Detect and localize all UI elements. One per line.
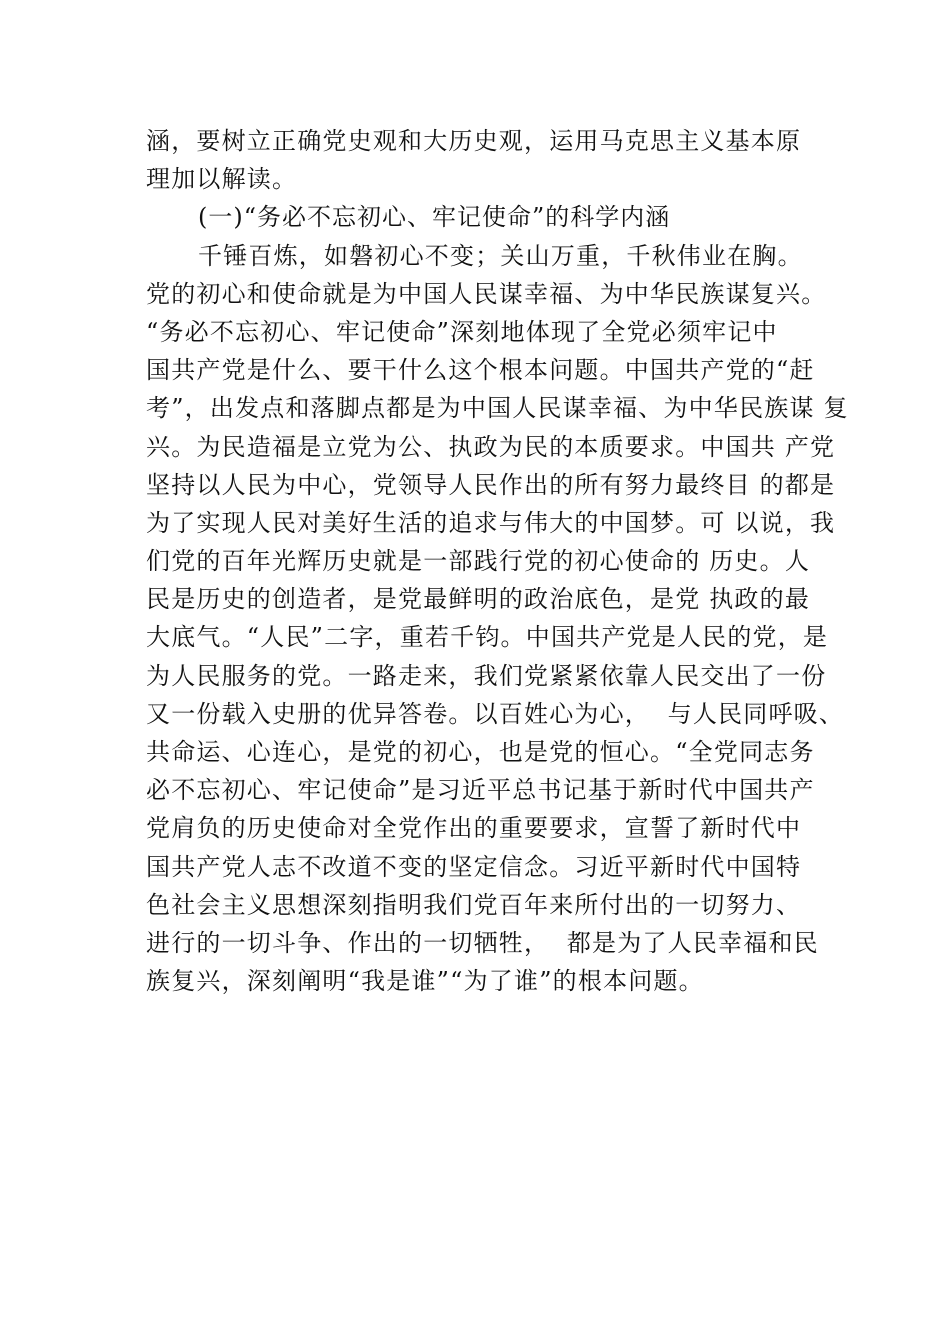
text-line: 共命运、心连心，是党的初心，也是党的恒心。“全党同志务: [146, 738, 815, 766]
text-line: 考”，出发点和落脚点都是为中国人民谋幸福、为中华民族谋 复: [146, 394, 849, 423]
text-line: 为人民服务的党。一路走来，我们党紧紧依靠人民交出了一份: [146, 661, 827, 690]
text-line: 党肩负的历史使命对全党作出的重要要求，宣誓了新时代中: [146, 814, 802, 843]
text-line: 国共产党人志不改道不变的坚定信念。习近平新时代中国特: [146, 852, 802, 881]
text-line: 党的初心和使命就是为中国人民谋幸福、为中华民族谋复兴。: [146, 279, 827, 308]
text-line: 涵，要树立正确党史观和大历史观，运用马克思主义基本原: [146, 127, 802, 155]
body-text: [146, 122, 849, 1000]
text-line: “务必不忘初心、牢记使命”深刻地体现了全党必须牢记中: [146, 317, 778, 346]
text-line: 大底气。“人民”二字，重若千钧。中国共产党是人民的党，是: [146, 623, 829, 652]
text-line: 千锤百炼，如磐初心不变；关山万重，千秋伟业在胸。: [198, 241, 803, 270]
section-heading: (一)“务必不忘初心、牢记使命”的科学内涵: [198, 203, 671, 232]
text-line: 色社会主义思想深刻指明我们党百年来所付出的一切努力、: [146, 890, 802, 919]
text-line: 理加以解读。: [146, 165, 298, 194]
text-line: 国共产党是什么、要干什么这个根本问题。中国共产党的“赶: [146, 356, 815, 385]
text-line: 们党的百年光辉历史就是一部践行党的初心使命的 历史。人: [146, 547, 811, 576]
text-line: 民是历史的创造者，是党最鲜明的政治底色，是党 执政的最: [146, 585, 811, 614]
text-line: 又一份载入史册的优异答卷。以百姓心为心， 与人民同呼吸、: [146, 699, 845, 728]
text-line: 必不忘初心、牢记使命”是习近平总书记基于新时代中国共产: [146, 776, 815, 805]
text-line: 坚持以人民为中心，党领导人民作出的所有努力最终目 的都是: [146, 470, 836, 499]
text-line: 为了实现人民对美好生活的追求与伟大的中国梦。可 以说，我: [146, 508, 836, 537]
text-line: 兴。为民造福是立党为公、执政为民的本质要求。中国共 产党: [146, 432, 836, 461]
text-line: 族复兴，深刻阐明“我是谁”“为了谁”的根本问题。: [146, 967, 704, 996]
text-line: 进行的一切斗争、作出的一切牺牲， 都是为了人民幸福和民: [146, 928, 819, 957]
